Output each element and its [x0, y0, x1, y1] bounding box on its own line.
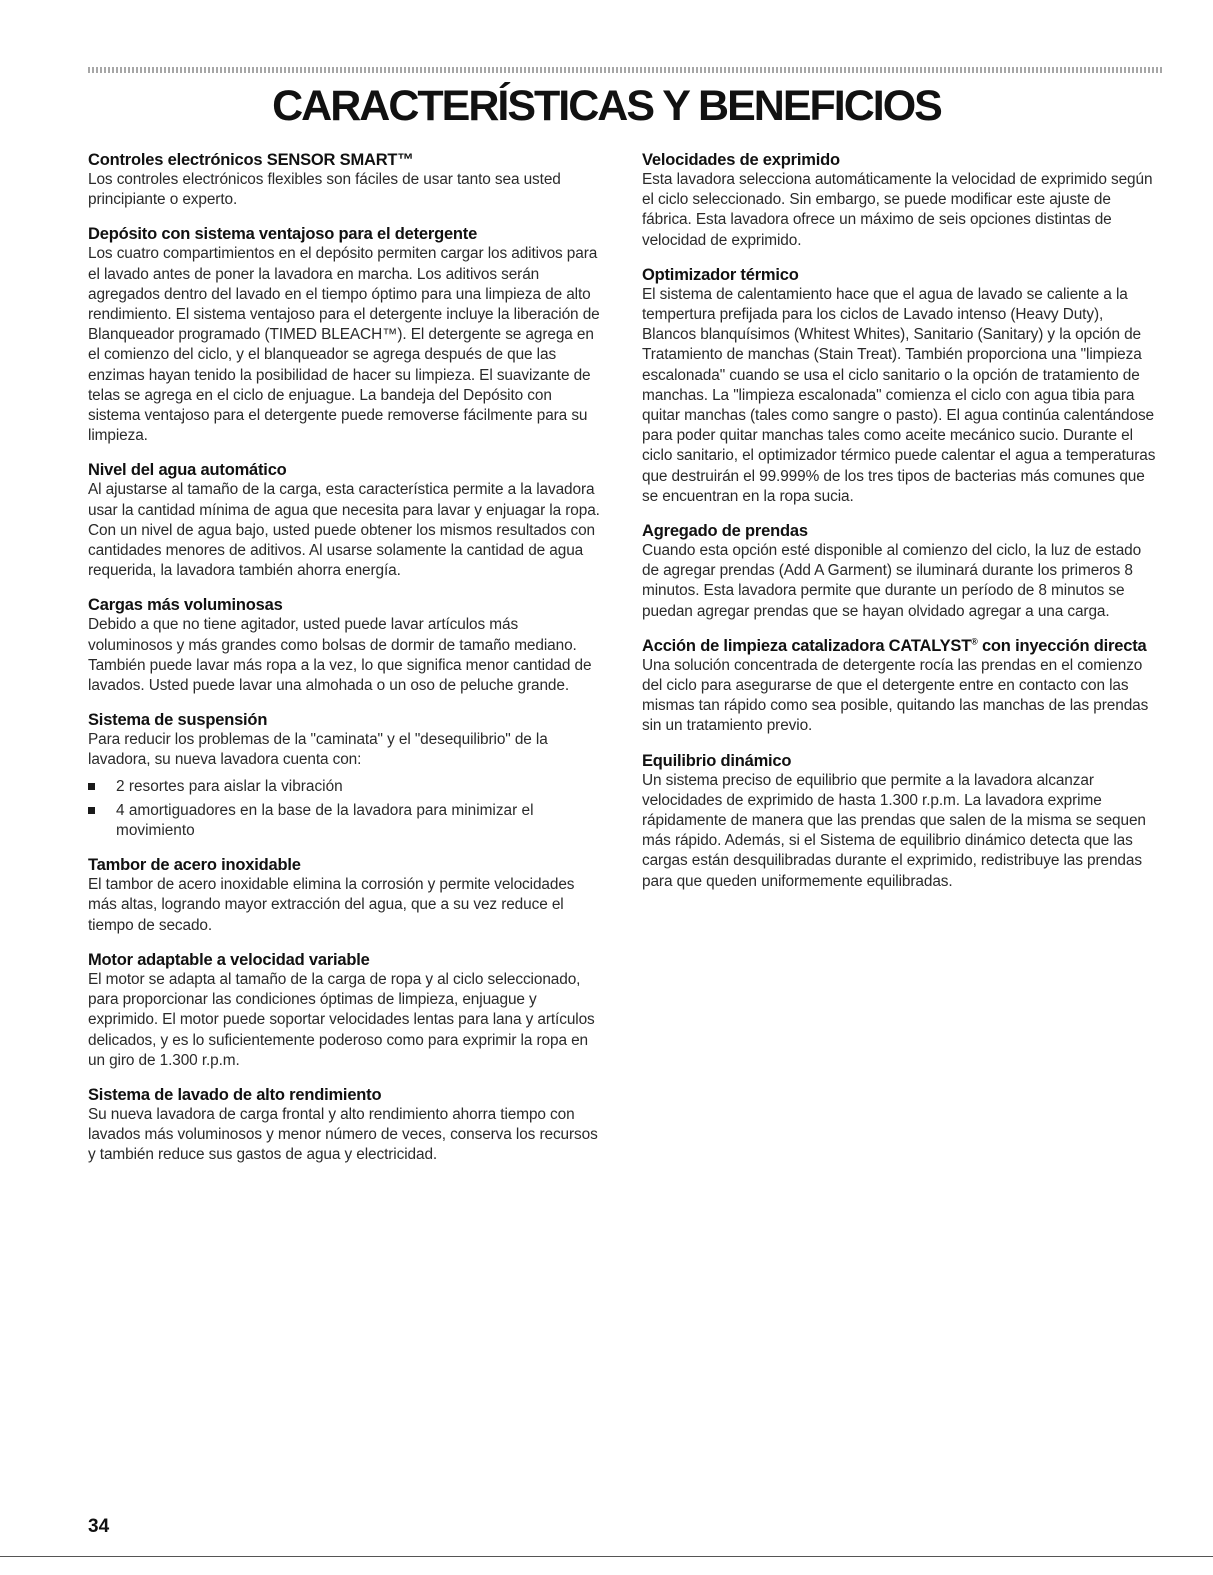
section-variable-speed-motor: [88, 950, 606, 1071]
section-stainless-drum: [88, 855, 606, 936]
section-heading: Cargas más voluminosas: [88, 596, 283, 615]
section-add-garment: [642, 521, 1160, 622]
list-item: [88, 801, 606, 841]
section-heading: Nivel del agua automático: [88, 461, 287, 480]
square-bullet-icon: [88, 783, 95, 790]
section-detergent-dispenser: [88, 224, 606, 446]
section-heading: Sistema de lavado de alto rendimiento: [88, 1085, 382, 1104]
section-heading: [642, 636, 1160, 656]
section-body: Para reducir los problemas de la "caminata" y el "desequilibrio" de la lavadora, su nueva lavadora cuenta con:: [88, 731, 548, 769]
bullet-text: 2 resortes para aislar la vibración: [116, 777, 343, 795]
square-bullet-icon: [88, 807, 95, 814]
bullet-list: [88, 777, 606, 842]
section-body: Esta lavadora selecciona automáticamente la velocidad de exprimido según el ciclo seleccionado. Sin embargo, se puede modificar este ajuste de fábrica. Esta lavadora ofrece un máximo de seis opciones distintas de velocidad de exprimido.: [642, 171, 1153, 249]
section-body: Su nueva lavadora de carga frontal y alto rendimiento ahorra tiempo con lavados más voluminosos y menor número de veces, conserva los recursos y también reduce sus gastos de agua y electricidad.: [88, 1105, 598, 1164]
section-sensor-smart: [88, 150, 606, 210]
page-title: CARACTERÍSTICAS Y BENEFICIOS: [272, 82, 941, 130]
bullet-text: 4 amortiguadores en la base de la lavadora para minimizar el movimiento: [116, 801, 534, 840]
section-heading: Sistema de suspensión: [88, 711, 268, 730]
section-spin-speeds: [642, 150, 1160, 251]
section-heading: Tambor de acero inoxidable: [88, 856, 301, 875]
registered-mark: ®: [971, 636, 978, 647]
section-larger-loads: [88, 595, 606, 696]
section-body: Una solución concentrada de detergente rocía las prendas en el comienzo del ciclo para asegurarse de que el detergente entre en contacto con las mismas tan rápido como sea posible, quitando las manchas de las prendas sin un tratamiento previo.: [642, 656, 1149, 735]
section-body: Un sistema preciso de equilibrio que permite a la lavadora alcanzar velocidades de exprimido de hasta 1.300 r.p.m. La lavadora exprime rápidamente de manera que las prendas que salen de la misma se sequen más rápido. Además, si el Sistema de equilibrio dinámico detecta que las cargas están desquilibradas durante el exprimido, redistribuye las prendas para que queden uniformemente equilibradas.: [642, 771, 1146, 890]
bottom-rule: [0, 1556, 1213, 1557]
section-heading: Controles electrónicos SENSOR SMART™: [88, 151, 414, 169]
section-body: El sistema de calentamiento hace que el agua de lavado se caliente a la tempertura prefijada para los ciclos de Lavado intenso (Heavy Duty), Blancos blanquísimos (Whitest Whites), Sanitario (Sanitary) y la opción de Tratamiento de manchas (Stain Treat). También proporciona una "limpieza escalonada" cuando se usa el ciclo sanitario o la opción de tratamiento de manchas. La "limpieza escalonada" comienza el ciclo con agua tibia para quitar manchas (tales como sangre o pasto). El agua continúa calentándose para poder quitar manchas tales como aceite mecánico sucio. Durante el ciclo sanitario, el optimizador térmico puede calentar el agua a temperaturas que destruirán el 99.999% de los tres tipos de bacterias más comunes que se encuentran en la ropa sucia.: [642, 285, 1156, 505]
section-heading: Equilibrio dinámico: [642, 751, 792, 770]
left-column: [88, 150, 606, 1180]
section-body: Los cuatro compartimientos en el depósito permiten cargar los aditivos para el lavado antes de poner la lavadora en marcha. Los aditivos serán agregados dentro del lavado en el tiempo óptimo para una limpieza de alto rendimiento. El sistema ventajoso para el detergente incluye la liberación de Blanqueador programado (TIMED BLEACH™). El detergente se agrega en el comienzo del ciclo, y el blanqueador se agrega después de que las enzimas hayan tenido la posibilidad de hacer su limpieza. El suavizante de telas se agrega en el ciclo de enjuague. La bandeja del Depósito con sistema ventajoso para el detergente puede removerse fácilmente para su limpieza.: [88, 245, 600, 445]
section-body: El tambor de acero inoxidable elimina la corrosión y permite velocidades más altas, logrando mayor extracción del agua, que a su vez reduce el tiempo de secado.: [88, 876, 575, 934]
section-water-level: [88, 460, 606, 581]
section-high-efficiency-wash: [88, 1085, 606, 1166]
section-body: El motor se adapta al tamaño de la carga de ropa y al ciclo seleccionado, para proporcionar las condiciones óptimas de limpieza, enjuague y exprimido. El motor puede soportar velocidades lentas para lana y artículos delicados, y es lo suficientemente poderoso como para exprimir la ropa en un giro de 1.300 r.p.m.: [88, 970, 595, 1069]
section-body: Cuando esta opción esté disponible al comienzo del ciclo, la luz de estado de agregar prendas (Add A Garment) se iluminará durante los primeros 8 minutos. Esta lavadora permite que durante un período de 8 minutos se puedan agregar prendas que se hayan olvidado agregar a una carga.: [642, 542, 1142, 620]
section-body: Al ajustarse al tamaño de la carga, esta característica permite a la lavadora usar la cantidad mínima de agua que necesita para lavar y enjuagar la ropa. Con un nivel de agua bajo, usted puede obtener los mismos resultados con cantidades menores de aditivos. Al usarse solamente la cantidad de agua requerida, la lavadora también ahorra energía.: [88, 481, 600, 580]
section-heading: Motor adaptable a velocidad variable: [88, 950, 370, 969]
section-body: Debido a que no tiene agitador, usted puede lavar artículos más voluminosos y más grandes como bolsas de dormir de tamaño mediano. También puede lavar más ropa a la vez, lo que significa menor cantidad de lavados. Usted puede lavar una almohada o un oso de peluche grande.: [88, 616, 592, 695]
section-catalyst-cleaning: [642, 636, 1160, 737]
section-dynamic-balance: [642, 751, 1160, 892]
heading-text: con inyección directa: [977, 636, 1147, 655]
list-item: [88, 777, 606, 797]
section-heading: Optimizador térmico: [642, 265, 799, 284]
right-column: [642, 150, 1160, 906]
top-dotted-rule: [88, 67, 1162, 73]
heading-text: Acción de limpieza catalizadora CATALYST: [642, 636, 972, 655]
section-thermal-optimizer: [642, 265, 1160, 507]
section-heading: Velocidades de exprimido: [642, 151, 840, 169]
section-suspension-system: [88, 710, 606, 841]
section-body: Los controles electrónicos flexibles son fáciles de usar tanto sea usted principiante o experto.: [88, 171, 561, 209]
section-heading: Depósito con sistema ventajoso para el detergente: [88, 225, 478, 244]
page-number: 34: [88, 1516, 110, 1537]
section-heading: Agregado de prendas: [642, 522, 808, 541]
